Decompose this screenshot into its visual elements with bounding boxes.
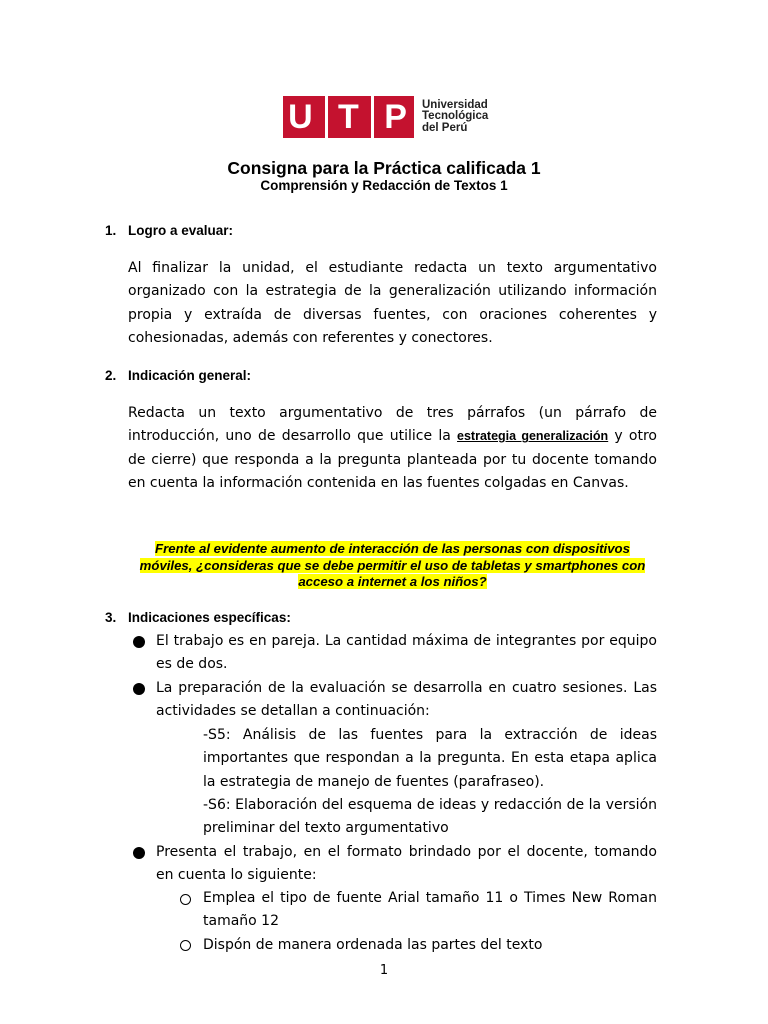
sub-bullet-item: Dispón de manera ordenada las partes del texto bbox=[203, 937, 543, 953]
bullet-dot bbox=[133, 847, 145, 859]
page-number: 1 bbox=[379, 963, 389, 978]
section-number: 2. bbox=[105, 368, 117, 383]
logo-letter-u: U bbox=[288, 97, 315, 136]
session-item: -S6: Elaboración del esquema de ideas y redacción de la versión preliminar del texto argumentativo bbox=[203, 797, 657, 837]
bullet-dot bbox=[133, 636, 145, 648]
section-title: Indicaciones específicas: bbox=[128, 610, 291, 625]
indicacion-paragraph bbox=[128, 402, 657, 495]
section-heading-indicacion bbox=[105, 368, 251, 383]
bullet-item: Presenta el trabajo, en el formato brindado por el docente, tomando en cuenta lo siguiente: bbox=[156, 844, 657, 884]
document-subtitle: Comprensión y Redacción de Textos 1 bbox=[260, 178, 508, 193]
bullet-item: El trabajo es en pareja. La cantidad máxima de integrantes por equipo es de dos. bbox=[156, 633, 657, 673]
logo-text bbox=[422, 100, 488, 135]
utp-logo bbox=[283, 96, 488, 138]
section-title: Indicación general: bbox=[128, 368, 252, 383]
logo-text-line: Tecnológica bbox=[422, 110, 489, 123]
logo-divider bbox=[371, 96, 374, 138]
logo-text-line: del Perú bbox=[422, 121, 468, 134]
session-item: -S5: Análisis de las fuentes para la extracción de ideas importantes que respondan a la pregunta. En esta etapa aplica la estrategia de manejo de fuentes (parafraseo). bbox=[203, 727, 657, 790]
logo-letter-t: T bbox=[338, 97, 361, 136]
bullet-dot bbox=[133, 683, 145, 695]
indicacion-text: Redacta un texto argumentativo de tres párrafos (un párrafo de introducción, uno de desarrollo que utilice la bbox=[128, 405, 657, 445]
section-heading-logro bbox=[105, 223, 233, 238]
section-number: 1. bbox=[105, 223, 117, 238]
logo-divider bbox=[325, 96, 328, 138]
section-title: Logro a evaluar: bbox=[128, 223, 234, 238]
circle-bullet-icon bbox=[180, 894, 191, 905]
section-number: 3. bbox=[105, 610, 117, 625]
circle-bullet-icon bbox=[180, 940, 191, 951]
indicacion-text: y otro de cierre) que responda a la pregunta planteada por tu docente tomando en cuenta la información contenida en las fuentes colgadas en Canvas. bbox=[128, 428, 657, 491]
highlighted-question bbox=[128, 541, 657, 591]
document-title: Consigna para la Práctica calificada 1 bbox=[227, 158, 541, 178]
logro-paragraph: Al finalizar la unidad, el estudiante redacta un texto argumentativo organizado con la estrategia de la generalización utilizando información propia y extraída de diversas fuentes, con oraciones coherentes y cohesionadas, además con referentes y conectores. bbox=[128, 260, 657, 346]
question-text: Frente al evidente aumento de interacción de las personas con dispositivos móviles, ¿consideras que se debe permitir el uso de tabletas y smartphones con acceso a internet a los niños? bbox=[139, 541, 646, 589]
utp-logo-box bbox=[283, 96, 414, 138]
logo-text-line: Universidad bbox=[422, 98, 488, 111]
section-heading-especificas bbox=[105, 610, 291, 625]
logo-letter-p: P bbox=[384, 97, 409, 136]
sub-bullet-item: Emplea el tipo de fuente Arial tamaño 11 o Times New Roman tamaño 12 bbox=[203, 890, 657, 930]
bullet-item: La preparación de la evaluación se desarrolla en cuatro sesiones. Las actividades se detallan a continuación: bbox=[156, 680, 657, 720]
strategy-highlight: estrategia generalización bbox=[457, 429, 609, 444]
